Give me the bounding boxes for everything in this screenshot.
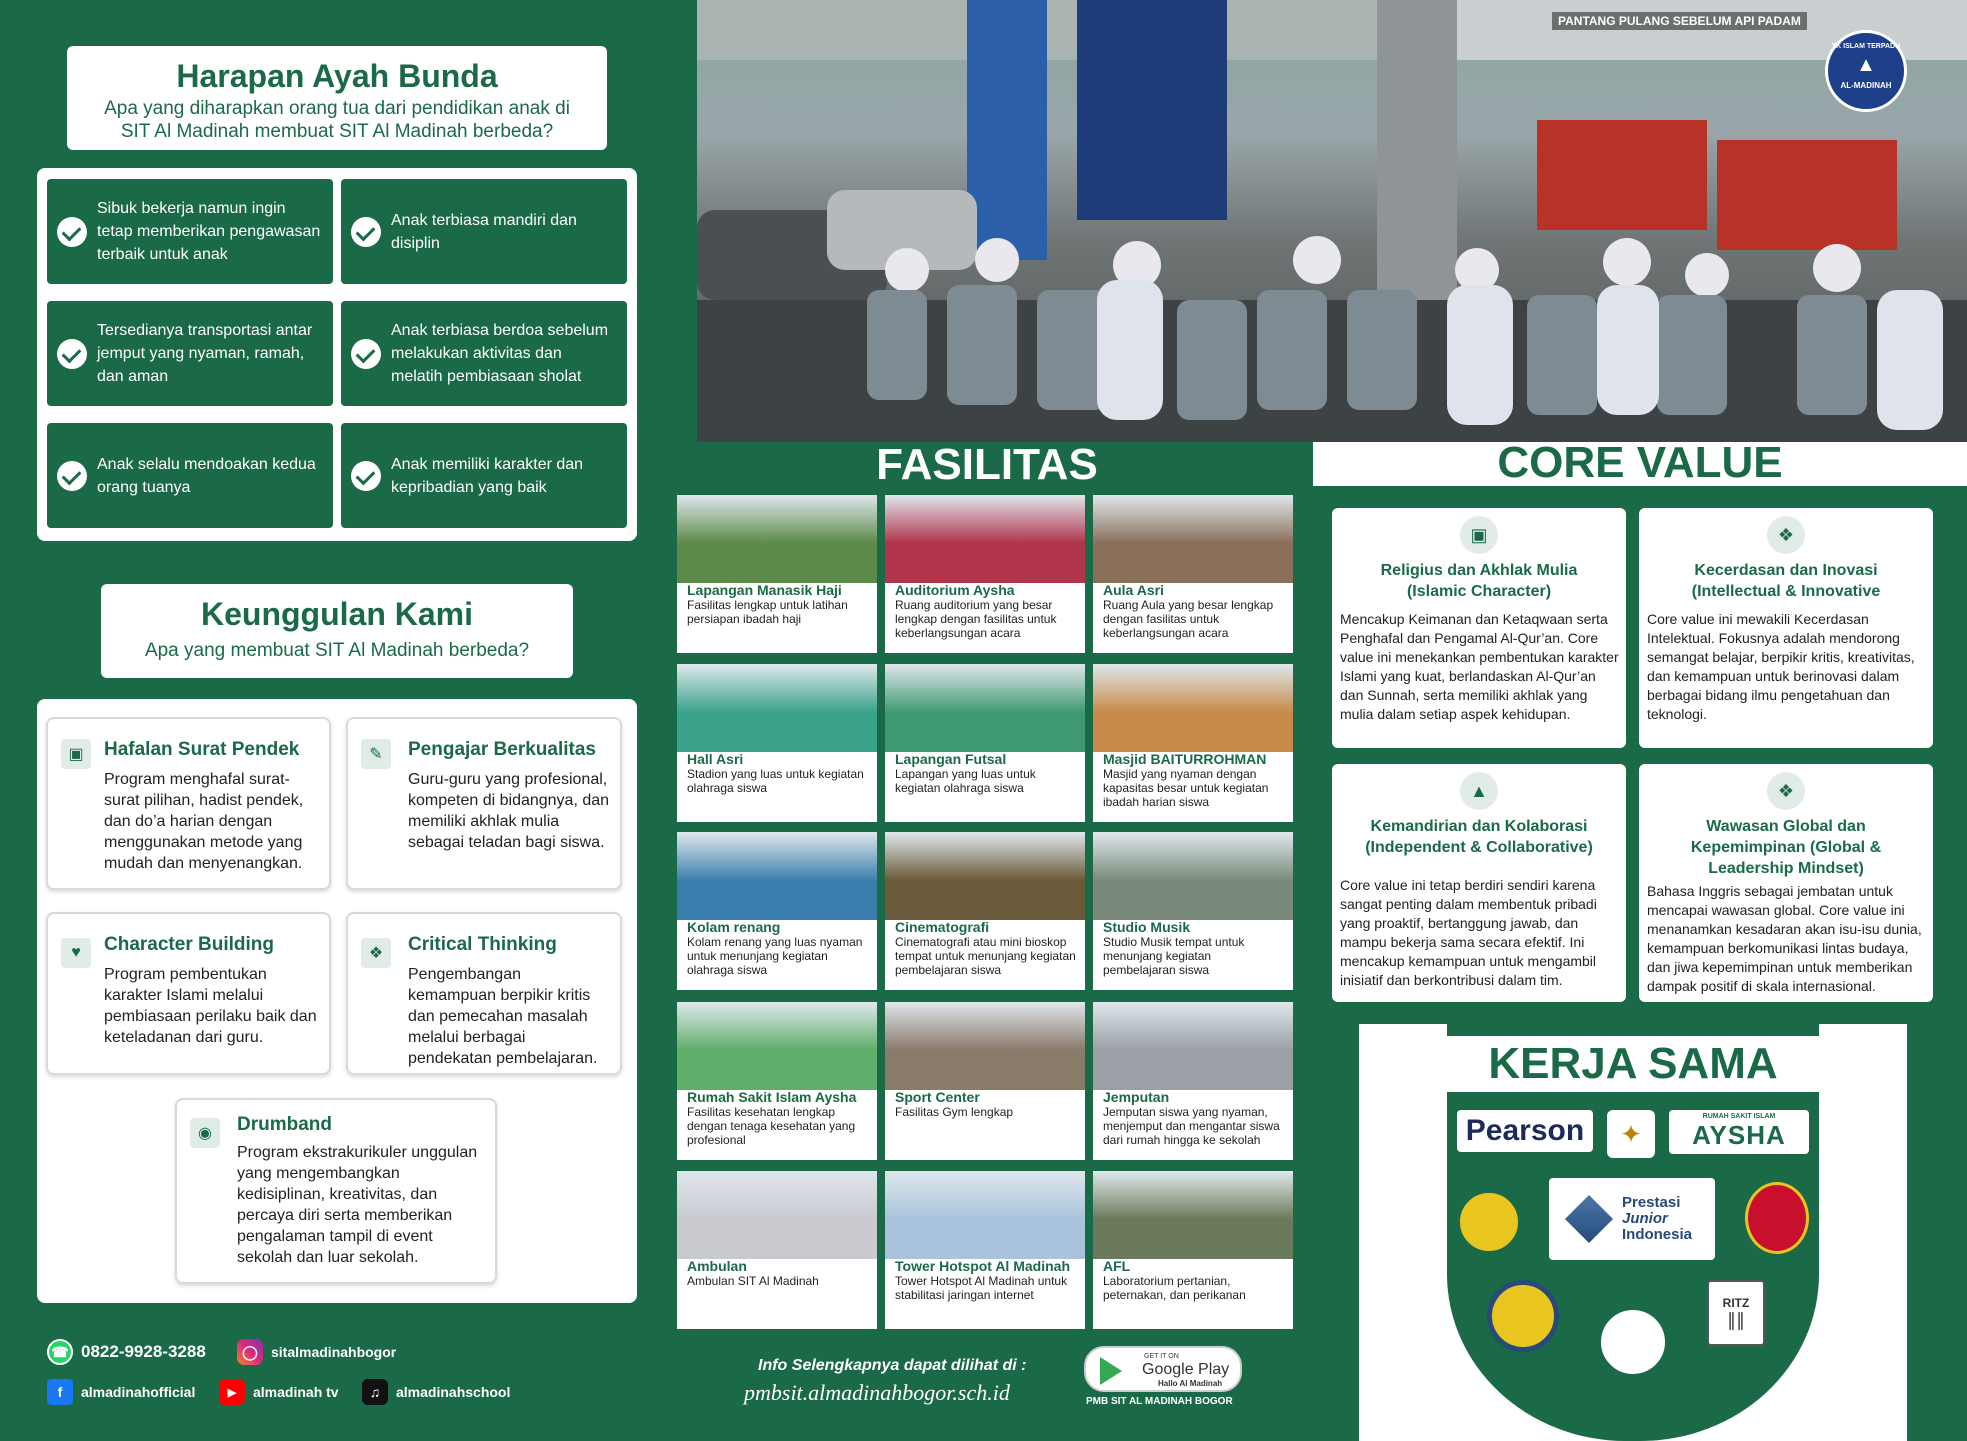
prestasi-junior-logo: Prestasi Junior Indonesia — [1549, 1178, 1715, 1260]
hero-photo-illustration — [697, 0, 1967, 442]
facility-photo — [885, 1002, 1085, 1090]
facility-photo — [885, 495, 1085, 583]
check-icon — [57, 217, 87, 247]
core-value-card: ▲ Kemandirian dan Kolaborasi (Independent & Collaborative) Core value ini tetap berdiri sendiri karena sangat penting dalam membentuk pribadi yang proaktif, bertanggung jawab, dan mampu bekerja sama secara efektif. Ini mencakup kemampuan untuk mengambil inisiatif dan berkontribusi dalam tim. — [1332, 764, 1626, 1002]
facility-photo — [1093, 495, 1293, 583]
facility-photo — [885, 664, 1085, 752]
harapan-item: Anak selalu mendoakan kedua orang tuanya — [47, 423, 333, 528]
drum-icon: ◉ — [190, 1118, 220, 1148]
check-icon — [351, 461, 381, 491]
facility-photo — [1093, 1171, 1293, 1259]
google-play-caption: PMB SIT AL MADINAH BOGOR — [1086, 1396, 1233, 1407]
facility-card: Lapangan Futsal Lapangan yang luas untuk kegiatan olahraga siswa — [885, 664, 1085, 822]
keunggulan-subtitle: Apa yang membuat SIT Al Madinah berbeda? — [144, 640, 530, 661]
contact-youtube[interactable]: ▶ almadinah tv — [219, 1379, 339, 1405]
facility-photo — [677, 832, 877, 920]
pearson-logo: Pearson — [1457, 1110, 1593, 1152]
harapan-item: Sibuk bekerja namun ingin tetap memberikan pengawasan terbaik untuk anak — [47, 179, 333, 284]
brain-icon: ❖ — [361, 938, 391, 968]
contact-facebook[interactable]: f almadinahofficial — [47, 1379, 195, 1405]
core-value-title: CORE VALUE — [1497, 438, 1783, 487]
hero-photo — [697, 0, 1967, 442]
core-value-card: ❖ Wawasan Global dan Kepemimpinan (Global & Leadership Mindset) Bahasa Inggris sebagai jembatan untuk mencapai wawasan global. Core value ini menanamkan kesadaran akan isu-isu dunia, kemampuan berkomunikasi lintas budaya, dan jiwa kepemimpinan untuk memberikan dampak positif di skala internasional. — [1639, 764, 1933, 1002]
check-icon — [351, 339, 381, 369]
facility-photo — [1093, 664, 1293, 752]
tiktok-icon: ♫ — [362, 1379, 388, 1405]
contact-tiktok[interactable]: ♫ almadinahschool — [362, 1379, 510, 1405]
facility-card: Studio Musik Studio Musik tempat untuk menunjang kegiatan pembelajaran siswa — [1093, 832, 1293, 990]
quran-icon: ▣ — [1460, 516, 1498, 554]
school-logo: TK ISLAM TERPADU ▲ AL-MADINAH — [1825, 30, 1907, 112]
heart-icon: ♥ — [61, 938, 91, 968]
fire-station-banner: PANTANG PULANG SEBELUM API PADAM — [1552, 12, 1807, 30]
contact-phone[interactable]: ☎ 0822-9928-3288 — [47, 1339, 206, 1365]
facebook-icon: f — [47, 1379, 73, 1405]
seal-logo-yellow — [1457, 1190, 1521, 1254]
keunggulan-card: ✎ Pengajar Berkualitas Guru-guru yang profesional, kompeten di bidangnya, dan memiliki akhlak mulia sebagai teladan bagi siswa. — [346, 717, 622, 890]
facility-card: Masjid BAITURROHMAN Masjid yang nyaman dengan kapasitas besar untuk kegiatan ibadah harian siswa — [1093, 664, 1293, 822]
core-value-card: ❖ Kecerdasan dan Inovasi (Intellectual & Innovative Core value ini mewakili Kecerdasan Intelektual. Fokusnya adalah mendorong semangat belajar, berpikir kritis, kreativitas, dan kemampuan untuk berinovasi dalam berbagai bidang ilmu pengetahuan dan teknologi. — [1639, 508, 1933, 748]
keunggulan-card: ♥ Character Building Program pembentukan karakter Islami melalui pembiasaan perilaku baik dan keteladanan dari guru. — [46, 912, 331, 1075]
facility-photo — [885, 832, 1085, 920]
facility-photo — [885, 1171, 1085, 1259]
google-play-icon — [1100, 1357, 1122, 1385]
google-play-button[interactable]: GET IT ON Google Play Hallo Al Madinah — [1084, 1346, 1242, 1392]
keunggulan-header — [101, 584, 573, 678]
facility-card: Rumah Sakit Islam Aysha Fasilitas kesehatan lengkap dengan tenaga kesehatan yang profesional — [677, 1002, 877, 1160]
check-icon — [351, 217, 381, 247]
harapan-title: Harapan Ayah Bunda — [176, 58, 498, 94]
kerja-sama-title: KERJA SAMA — [1447, 1036, 1819, 1092]
facility-photo — [677, 1002, 877, 1090]
ritz-logo: RITZ ∥∥ — [1707, 1280, 1765, 1346]
youtube-icon: ▶ — [219, 1379, 245, 1405]
facility-card: Aula Asri Ruang Aula yang besar lengkap dengan fasilitas untuk keberlangsungan acara — [1093, 495, 1293, 653]
facility-card: Auditorium Aysha Ruang auditorium yang besar lengkap dengan fasilitas untuk keberlangsungan acara — [885, 495, 1085, 653]
facility-card: Jemputan Jemputan siswa yang nyaman, menjemput dan mengantar siswa dari rumah hingga ke sekolah — [1093, 1002, 1293, 1160]
fasilitas-title: FASILITAS — [876, 440, 1098, 489]
facility-photo — [677, 664, 877, 752]
garuda-logo: ✦ — [1607, 1110, 1655, 1158]
harapan-item: Anak memiliki karakter dan kepribadian yang baik — [341, 423, 627, 528]
harapan-panel — [37, 168, 637, 541]
keunggulan-card: ❖ Critical Thinking Pengembangan kemampuan berpikir kritis dan pemecahan masalah melalui berbagai pendekatan pembelajaran. — [346, 912, 622, 1075]
harapan-header — [67, 46, 607, 150]
keunggulan-card: ▣ Hafalan Surat Pendek Program menghafal surat-surat pilihan, hadist pendek, dan do’a harian dengan menggunakan metode yang mudah dan menyenangkan. — [46, 717, 331, 890]
facility-card: Ambulan Ambulan SIT Al Madinah — [677, 1171, 877, 1329]
harapan-subtitle-1: Apa yang diharapkan orang tua dari pendidikan anak di — [104, 98, 570, 119]
facility-card: Sport Center Fasilitas Gym lengkap — [885, 1002, 1085, 1160]
brain-icon: ❖ — [1767, 516, 1805, 554]
whatsapp-icon: ☎ — [47, 1339, 73, 1365]
facility-photo — [1093, 1002, 1293, 1090]
info-label: Info Selengkapnya dapat dilihat di : — [758, 1357, 1027, 1374]
keunggulan-card: ◉ Drumband Program ekstrakurikuler unggulan yang mengembangkan kedisiplinan, kreativitas, dan percaya diri serta memberikan pengalaman tampil di event sekolah dan luar sekolah. — [175, 1098, 497, 1284]
harapan-item: Anak terbiasa mandiri dan disiplin — [341, 179, 627, 284]
brain-icon: ❖ — [1767, 772, 1805, 810]
keunggulan-title: Keunggulan Kami — [200, 596, 473, 632]
aysha-logo: RUMAH SAKIT ISLAM AYSHA — [1669, 1110, 1809, 1154]
harapan-item: Tersedianya transportasi antar jemput yang nyaman, ramah, dan aman — [47, 301, 333, 406]
quran-icon: ▣ — [61, 739, 91, 769]
facility-card: Cinematografi Cinematografi atau mini bioskop tempat untuk menunjang kegiatan pembelajaran siswa — [885, 832, 1085, 990]
bogor-seal-logo — [1597, 1306, 1669, 1378]
check-icon — [57, 339, 87, 369]
contact-instagram[interactable]: ◯ sitalmadinahbogor — [237, 1339, 396, 1365]
kerja-sama-panel — [1359, 1024, 1907, 1441]
facility-photo — [677, 1171, 877, 1259]
mosque-icon: ▲ — [1856, 54, 1876, 76]
harapan-item: Anak terbiasa berdoa sebelum melakukan aktivitas dan melatih pembiasaan sholat — [341, 301, 627, 406]
teacher-icon: ✎ — [361, 739, 391, 769]
facility-photo — [677, 495, 877, 583]
facility-card: AFL Laboratorium pertanian, peternakan, dan perikanan — [1093, 1171, 1293, 1329]
facility-photo — [1093, 832, 1293, 920]
pji-icon — [1565, 1195, 1613, 1243]
graduation-cap-icon: ▲ — [1460, 772, 1498, 810]
core-value-card: ▣ Religius dan Akhlak Mulia (Islamic Character) Mencakup Keimanan dan Ketaqwaan serta Penghafal dan Pengamal Al-Qur’an. Core value ini menekankan pembentukan karakter Islami yang kuat, berlandaskan Al-Qur’an dan Sunnah, serta memiliki akhlak yang mulia dalam setiap aspek kehidupan. — [1332, 508, 1626, 748]
facility-card: Tower Hotspot Al Madinah Tower Hotspot Al Madinah untuk stabilitasi jaringan internet — [885, 1171, 1085, 1329]
check-icon — [57, 461, 87, 491]
harapan-subtitle-2: SIT Al Madinah membuat SIT Al Madinah berbeda? — [120, 121, 554, 142]
ritz-lines-icon: ∥∥ — [1727, 1309, 1745, 1330]
university-seal-logo — [1487, 1280, 1559, 1352]
facility-card: Lapangan Manasik Haji Fasilitas lengkap untuk latihan persiapan ibadah haji — [677, 495, 877, 653]
info-url[interactable]: pmbsit.almadinahbogor.sch.id — [744, 1380, 1010, 1405]
facility-card: Hall Asri Stadion yang luas untuk kegiatan olahraga siswa — [677, 664, 877, 822]
seal-logo-red — [1745, 1182, 1809, 1254]
facility-card: Kolam renang Kolam renang yang luas nyaman untuk menunjang kegiatan olahraga siswa — [677, 832, 877, 990]
keunggulan-panel — [37, 699, 637, 1303]
instagram-icon: ◯ — [237, 1339, 263, 1365]
